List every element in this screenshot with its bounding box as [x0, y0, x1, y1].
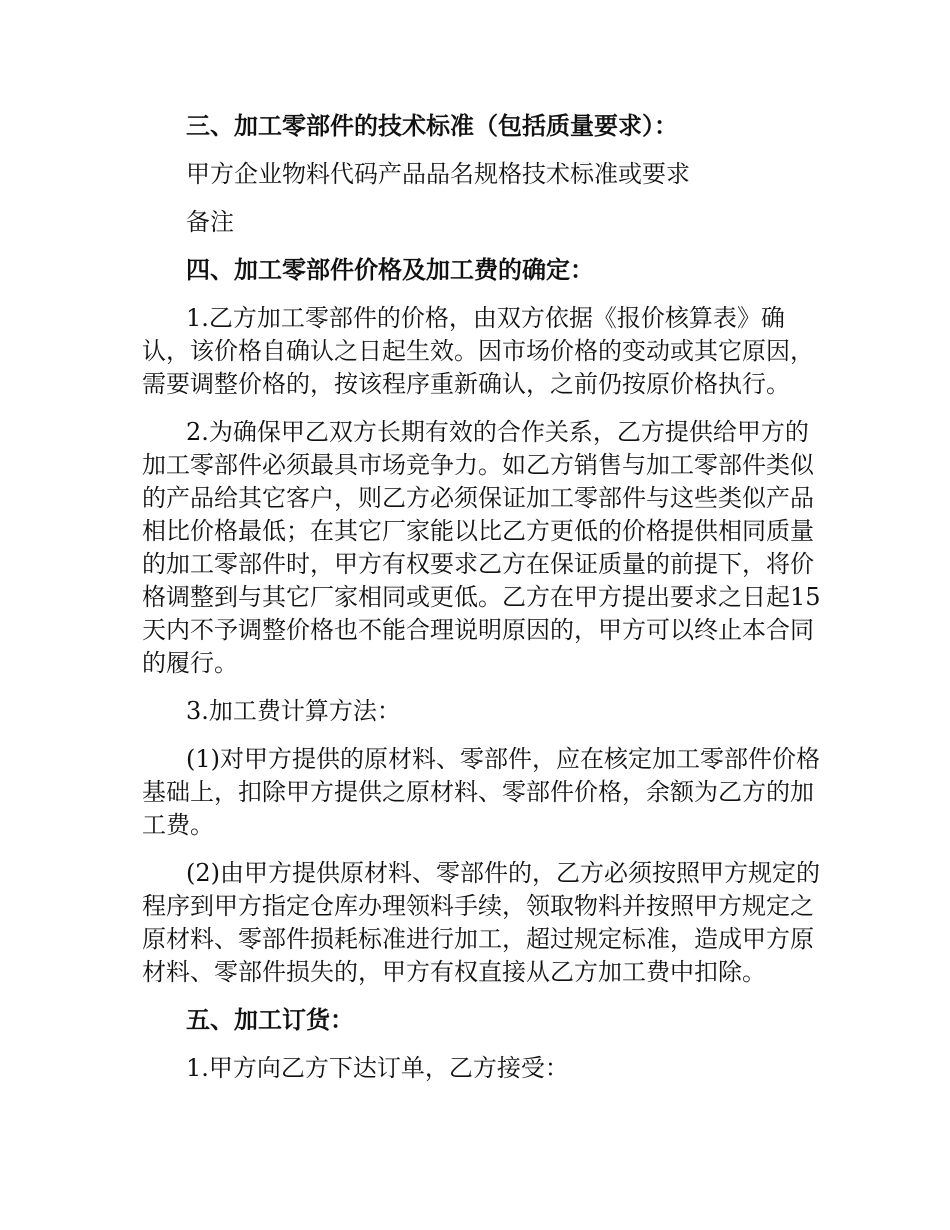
section-4-paragraph-3-2: (2)由甲方提供原材料、零部件的，乙方必须按照甲方规定的程序到甲方指定仓库办理领料手续，领取物料并按照甲方规定之原材料、零部件损耗标准进行加工，超过规定标准，造成甲方原材料、零部件损失的，甲方有权直接从乙方加工费中扣除。	[142, 859, 820, 986]
section-3-standards-line: 甲方企业物料代码产品品名规格技术标准或要求	[186, 160, 690, 188]
section-4-paragraph-2: 2.为确保甲乙双方长期有效的合作关系，乙方提供给甲方的加工零部件必须最具市场竞争力。如乙方销售与加工零部件类似的产品给其它客户，则乙方必须保证加工零部件与这些类似产品相比价格最低；在其它厂家能以比乙方更低的价格提供相同质量的加工零部件时，甲方有权要求乙方在保证质量的前提下，将价格调整到与其它厂家相同或更低。乙方在甲方提出要求之日起15天内不予调整价格也不能合理说明原因的，甲方可以终止本合同的履行。	[142, 418, 821, 677]
section-5-paragraph-1: 1.甲方向乙方下达订单，乙方接受：	[186, 1054, 569, 1082]
section-4-paragraph-1: 1.乙方加工零部件的价格，由双方依据《报价核算表》确认，该价格自确认之日起生效。因市场价格的变动或其它原因，需要调整价格的，按该程序重新确认，之前仍按原价格执行。	[142, 304, 814, 398]
section-4-heading: 四、加工零部件价格及加工费的确定：	[186, 256, 594, 284]
section-4-paragraph-3: 3.加工费计算方法：	[186, 697, 401, 725]
section-3-heading: 三、加工零部件的技术标准（包括质量要求）：	[186, 112, 678, 140]
section-5-heading: 五、加工订货：	[186, 1006, 354, 1034]
document-body	[142, 110, 822, 1100]
section-3-remarks-line: 备注	[186, 208, 234, 236]
section-4-paragraph-3-1: (1)对甲方提供的原材料、零部件，应在核定加工零部件价格基础上，扣除甲方提供之原材料、零部件价格，余额为乙方的加工费。	[142, 745, 820, 839]
